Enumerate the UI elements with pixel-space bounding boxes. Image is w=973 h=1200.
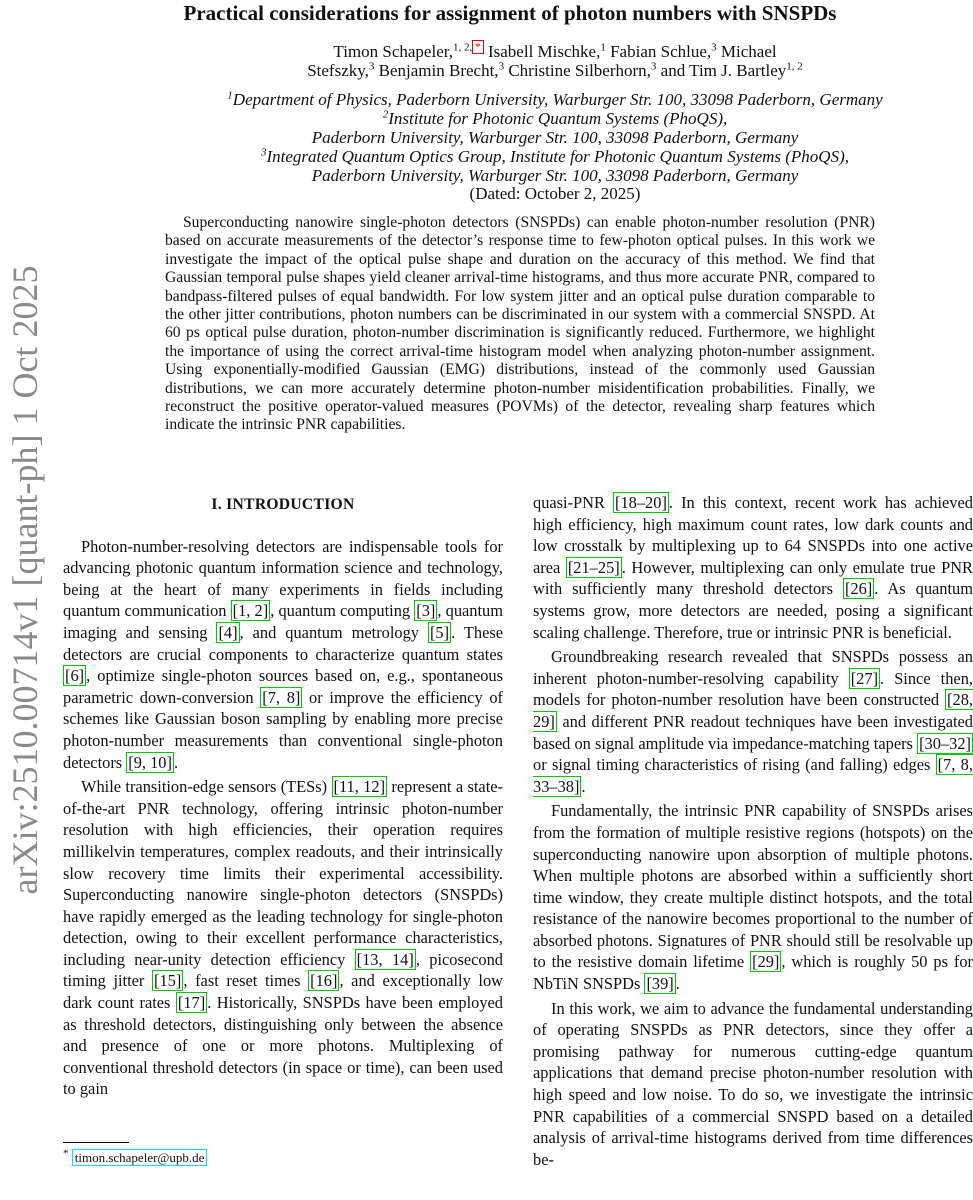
citation-link[interactable]: [28, 29]	[533, 690, 973, 731]
citation-link[interactable]: [27]	[850, 668, 879, 688]
paragraph: Photon-number-resolving detectors are indispensable tools for advancing photonic quantum information science and technology, being at the heart of many experiments in fields including quantum communication [1, 2] , quantum computing [3] , quantum imaging and sensing [4] , and quantum metrology [5] . These detectors are crucial components to characterize quantum states [6] , optimize single-photon sources based on, e.g., spontaneous parametric down-conversion [7, 8] or improve the efficiency of schemes like Gaussian boson sampling by enabling more precise photon-number measurements than conventional single-photon detectors [9, 10] .	[63, 536, 503, 772]
author-text: Timon Schapeler,	[333, 42, 453, 61]
citation-link[interactable]: [7, 8]	[262, 687, 301, 707]
paragraph: Groundbreaking research revealed that SNSPDs possess an inherent photon-number-resolving capability [27] . Since then, models for photon-number resolution have been constructed [28, 29] and different PNR readout techniques have been investigated based on signal amplitude via impedance-matching tapers [30–32] or signal timing characteristics of rising (and falling) edges [7, 8, 33–38] .	[533, 647, 973, 796]
footnote-link[interactable]: *	[472, 40, 484, 54]
affil-sup: 1	[600, 41, 606, 54]
paragraph: While transition-edge sensors (TESs) [11, 12] represent a state-of-the-art PNR technology, offering intrinsic photon-number resolution with high efficiencies, their operation requires millikelvin temperatures, complex readouts, and their intrinsically slow recovery time limits their experimental accessibility. Superconducting nanowire single-photon detectors (SNSPDs) have rapidly emerged as the leading technology for single-photon detection, owing to their excellent performance characteristics, including near-unity detection efficiency [13, 14] , picosecond timing jitter [15] , fast reset times [16] , and exceptionally low dark count rates [17] . Historically, SNSPDs have been employed as threshold detectors, distinguishing only between the absence and presence of one or more photons. Multiplexing of conventional threshold detectors (in space or time), can been used to gain	[63, 777, 504, 1099]
citation-link[interactable]: [30–32]	[919, 733, 971, 753]
affil-sup: 3	[711, 41, 717, 54]
paragraph: Fundamentally, the intrinsic PNR capability of SNSPDs arises from the formation of multiple resistive regions (hotspots) on the superconducting nanowire upon absorption of multiple photons. When multiple photons are absorbed within a sufficiently short time window, they create multiple distinct hotspots, and the total resistance of the nanowire becomes proportional to the number of absorbed photons. Signatures of PNR should still be resolvable up to the resistive domain lifetime [29] , which is roughly 50 ps for NbTiN SNSPDs [39] .	[533, 801, 973, 994]
affil-sup: 1, 2	[786, 60, 803, 73]
citation-link[interactable]: [13, 14]	[356, 949, 414, 969]
affil-sup: 2	[382, 108, 389, 121]
footnote	[63, 1147, 207, 1166]
author-text: Christine Silberhorn,	[504, 61, 651, 80]
paragraph: In this work, we aim to advance the fundamental understanding of operating SNSPDs as PNR detectors, since they offer a promising pathway for numerous cutting-edge quantum applications that demand precise photon-number resolution with high speed and low noise. To do so, we investigate the intrinsic PNR capabilities of a commercial SNSPD based on a detailed analysis of arrival-time histograms derived from time differences be-	[533, 998, 973, 1169]
author-list	[130, 42, 973, 80]
affil-sup: 3	[261, 146, 267, 159]
citation-link[interactable]: [17]	[177, 993, 206, 1013]
affiliation-1: Department of Physics, Paderborn University, Warburger Str. 100, 33098 Paderborn, Germany	[232, 90, 883, 109]
citation-link[interactable]: [29]	[752, 952, 780, 972]
citation-link[interactable]: [3]	[416, 601, 436, 621]
author-text: and Tim J. Bartley	[656, 61, 787, 80]
author-text: Benjamin Brecht,	[374, 61, 499, 80]
left-column	[63, 492, 503, 1103]
abstract: Superconducting nanowire single-photon detectors (SNSPDs) can enable photon-number resolution (PNR) based on accurate measurements of the detector’s response time to few-photon optical pulses. In this work we investigate the impact of the optical pulse shape and duration on the accuracy of this method. We find that Gaussian temporal pulse shapes yield cleaner arrival-time histograms, and thus more accurate PNR, compared to bandpass-filtered pulses of equal bandwidth. For low system jitter and an optical pulse duration comparable to the other jitter contributions, photon numbers can be discriminated in our system with a commercial SNSPD. At 60 ps optical pulse duration, photon-number discrimination is significantly reduced. Furthermore, we highlight the importance of using the correct arrival-time histogram model when analyzing photon-number assignment. Using exponentially-modified Gaussian (EMG) distributions, instead of the commonly used Gaussian distributions, we can more accurately determine photon-number misidentification probabilities. Finally, we reconstruct the positive operator-valued measures (POVMs) of the detector, revealing sharp features which indicate the intrinsic PNR capabilities.	[165, 214, 875, 434]
email-link[interactable]: timon.schapeler@upb.de	[72, 1149, 208, 1166]
paragraph: quasi-PNR [18–20] . In this context, recent work has achieved high efficiency, high maximum count rates, low dark counts and low crosstalk by multiplexing up to 64 SNSPDs into one active area [21–25] . However, multiplexing can only emulate true PNR with sufficiently many threshold detectors [26] . As quantum systems grow, more detectors are needed, posing a significant scaling challenge. Therefore, true or intrinsic PNR is beneficial.	[533, 493, 973, 642]
citation-link[interactable]: [39]	[646, 974, 674, 994]
citation-link[interactable]: [5]	[429, 622, 450, 642]
affil-sup: 3	[650, 60, 657, 73]
paper-title: Practical considerations for assignment of photon numbers with SNSPDs	[183, 1, 837, 25]
affil-sup: 3	[368, 60, 375, 73]
affiliation-3: Integrated Quantum Optics Group, Institute for Photonic Quantum Systems (PhoQS),	[266, 147, 849, 166]
section-heading: I. INTRODUCTION	[211, 496, 355, 513]
affiliation-3-line2: Paderborn University, Warburger Str. 100, 33098 Paderborn, Germany	[311, 166, 799, 185]
citation-link[interactable]: [15]	[154, 971, 182, 991]
footnote-rule	[63, 1142, 129, 1143]
right-column	[533, 492, 973, 1173]
citation-link[interactable]: [9, 10]	[128, 752, 172, 772]
affiliation-2-line2: Paderborn University, Warburger Str. 100, 33098 Paderborn, Germany	[311, 128, 799, 147]
arxiv-identifier: arXiv:2510.00714v1 [quant-ph] 1 Oct 2025	[5, 265, 45, 895]
affiliations	[130, 90, 973, 185]
affil-sup: 3	[498, 60, 505, 73]
citation-link[interactable]: [7, 8, 33–38]	[533, 755, 973, 796]
citation-link[interactable]: [26]	[844, 579, 873, 599]
affiliation-2: Institute for Photonic Quantum Systems (PhoQS),	[388, 109, 728, 128]
author-text: Isabell Mischke,	[483, 42, 601, 61]
author-text: Fabian Schlue,	[605, 42, 712, 61]
date-line: (Dated: October 2, 2025)	[469, 184, 641, 203]
citation-link[interactable]: [16]	[310, 971, 338, 991]
citation-link[interactable]: [4]	[218, 622, 238, 642]
citation-link[interactable]: [18–20]	[615, 493, 667, 512]
citation-link[interactable]: [11, 12]	[333, 777, 386, 797]
citation-link[interactable]: [1, 2]	[232, 601, 269, 621]
citation-link[interactable]: [21–25]	[567, 557, 620, 577]
affil-sup: 1	[227, 89, 233, 102]
author-text: Michael	[716, 42, 777, 61]
author-text: Stefszky,	[307, 61, 369, 80]
affil-sup: 1, 2,	[452, 41, 473, 54]
citation-link[interactable]: [6]	[65, 666, 85, 686]
footnote-mark: *	[63, 1147, 69, 1160]
